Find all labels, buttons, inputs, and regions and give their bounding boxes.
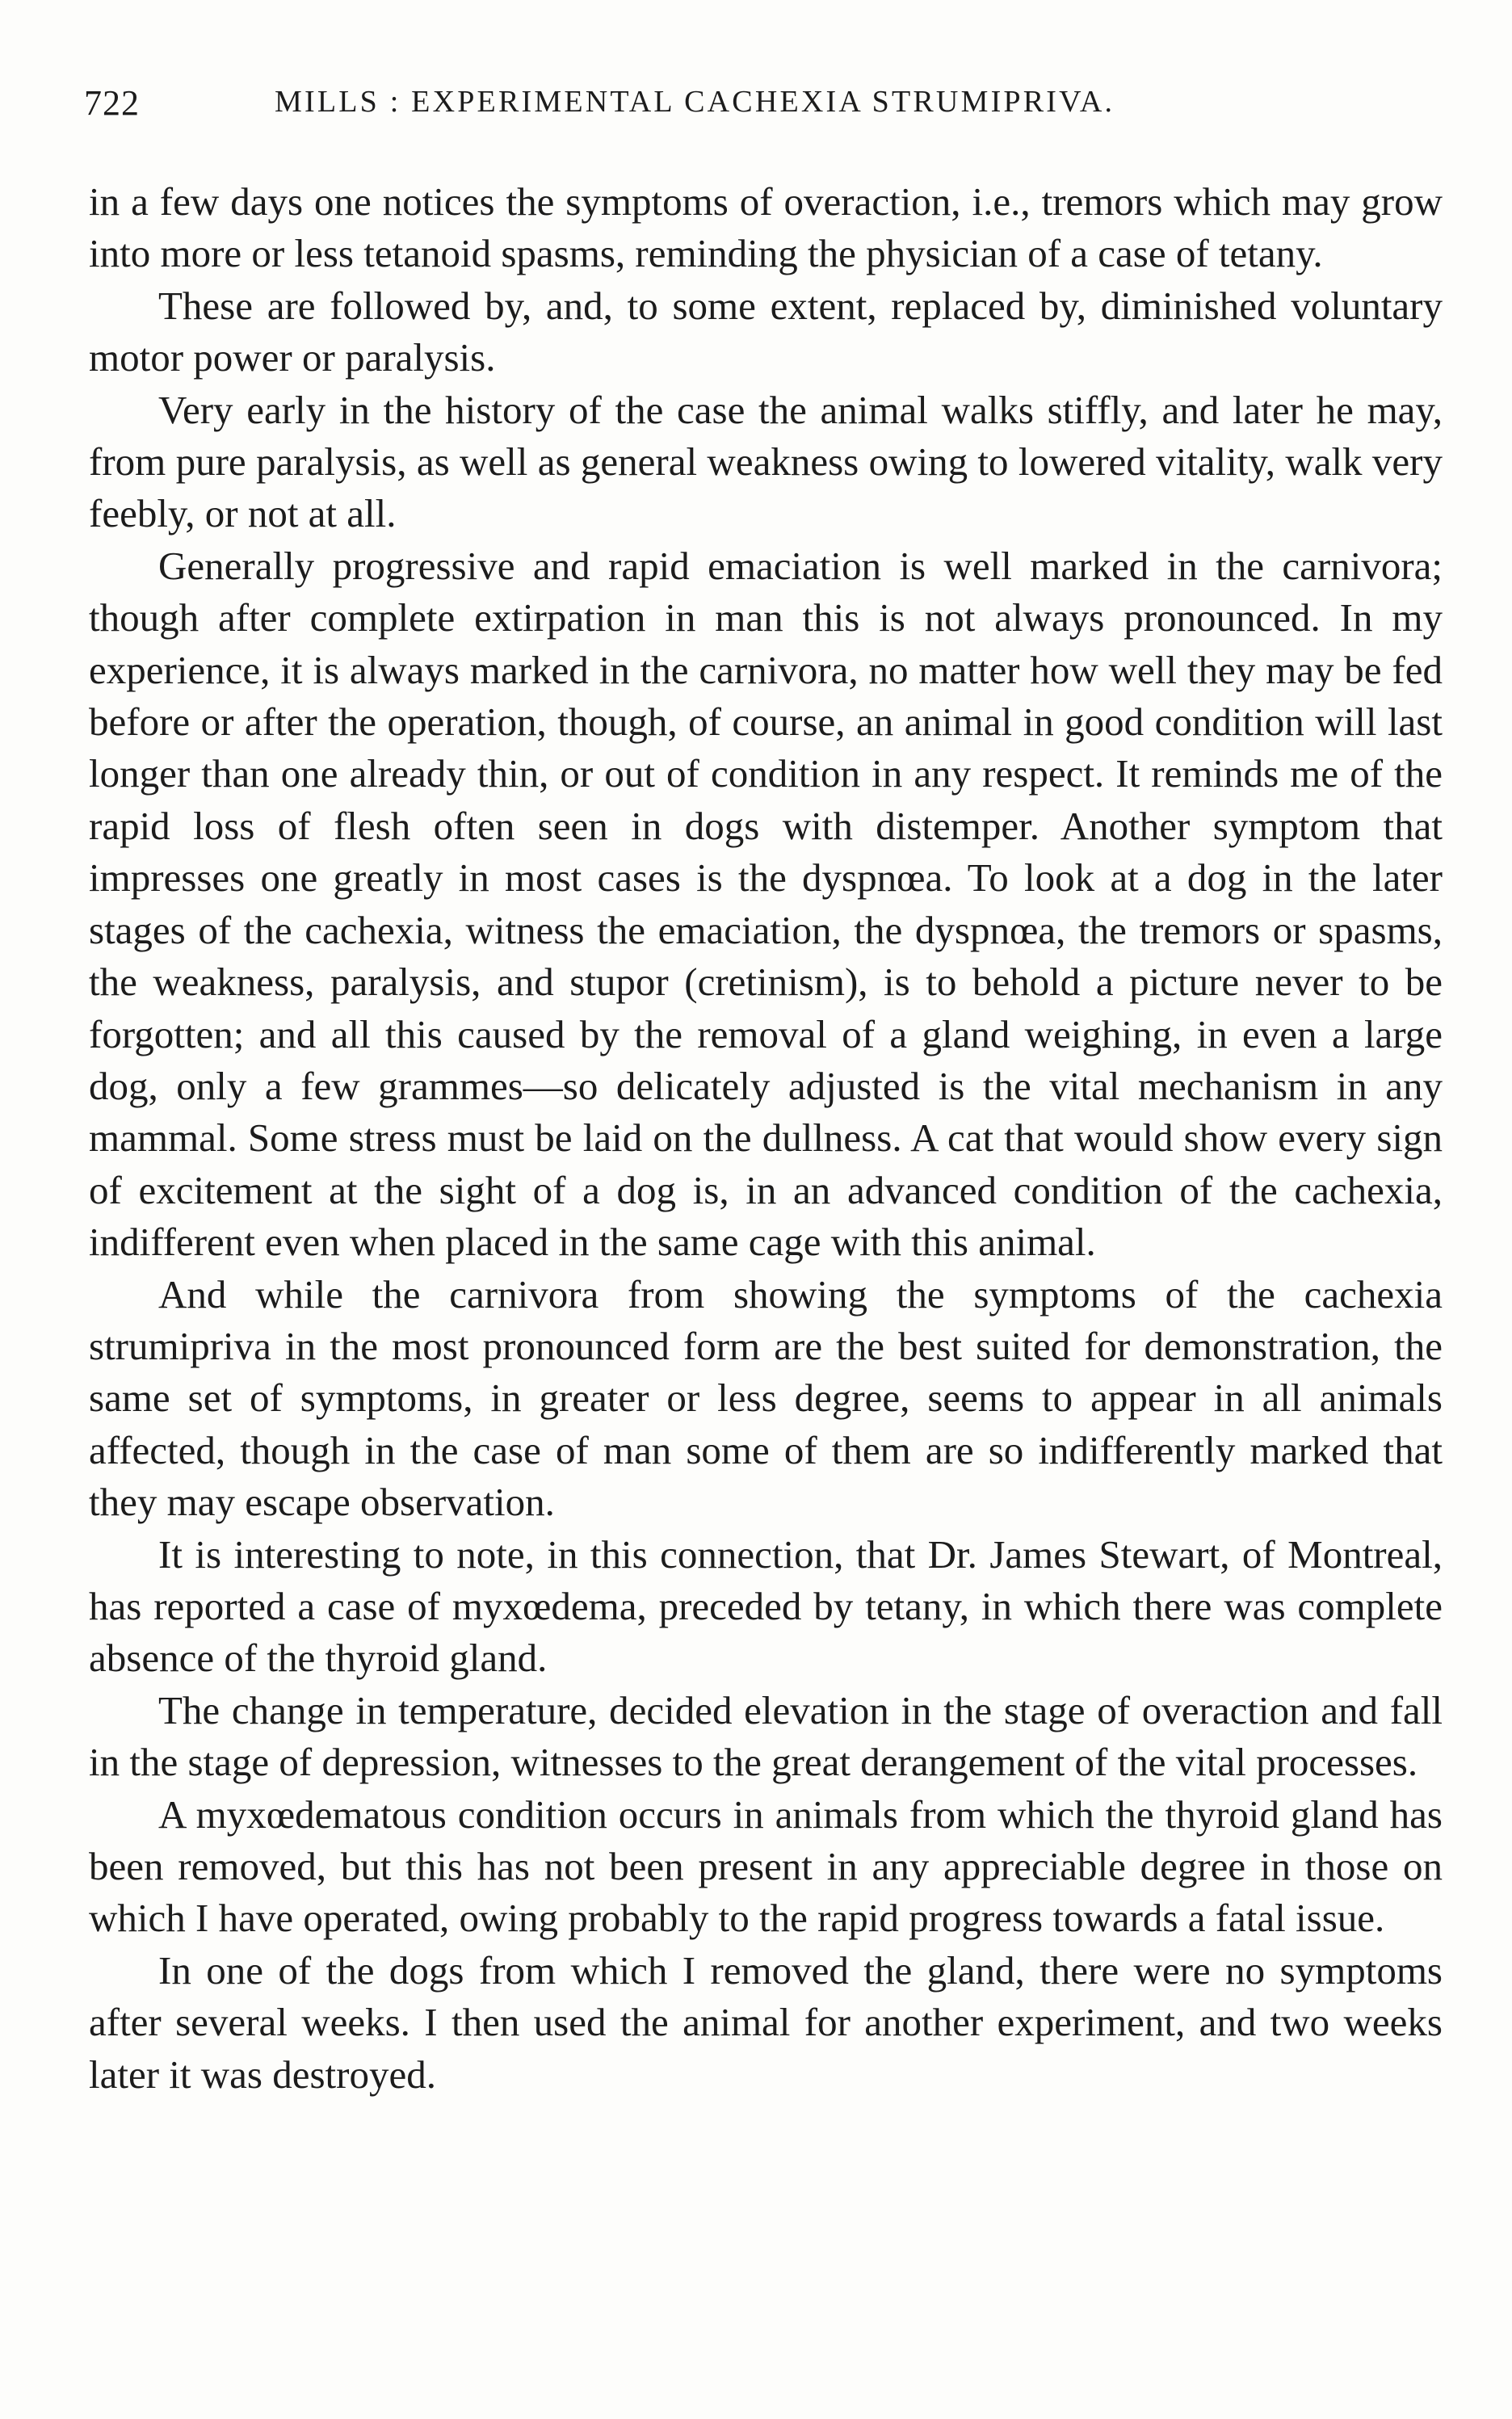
paragraph-myxoedema: A myxœdematous condition occurs in animals from which the thyroid gland has been removed, but this has not been present in any appreciable degree in those on which I have operated, owing probably to the rapid progress towards a fatal issue. [89,1791,1443,1941]
paragraph-emaciation: Generally progressive and rapid emaciation is well marked in the carnivora; though after complete extirpation in man this is not always pronounced. In my experience, it is always marked in the carnivora, no matter how well they may be fed before or after the operation, though, of course, an animal in good condition will last longer than one already thin, or out of condition in any respect. It reminds me of the rapid loss of flesh often seen in dogs with distemper. Another symptom that impresses one greatly in most cases is the dyspnœa. To look at a dog in the later stages of the cachexia, witness the emaciation, the dyspnœa, the tremors or spasms, the weakness, paralysis, and stupor (cretinism), is to behold a picture never to be forgotten; and all this caused by the removal of a gland weighing, in even a large dog, only a few grammes—so delicately adjusted is the vital mechanism in any mammal. Some stress must be laid on the dullness. A cat that would show every sign of excitement at the sight of a dog is, in an advanced condition of the cachexia, indifferent even when placed in the same cage with this animal. [89,543,1443,1265]
paragraph-dog-experiment: In one of the dogs from which I removed the gland, there were no symptoms after several weeks. I then used the animal for another experiment, and two weeks later it was destroyed. [89,1947,1443,2097]
paragraph-paralysis: These are followed by, and, to some extent, replaced by, diminished voluntary motor power or paralysis. [89,283,1443,380]
paragraph-temperature: The change in temperature, decided elevation in the stage of overaction and fall in the stage of depression, witnesses to the great derangement of the vital processes. [89,1687,1443,1785]
page-number: 722 [84,83,140,123]
body-text [89,176,1443,2101]
paragraph-carnivora: And while the carnivora from showing the symptoms of the cachexia strumipriva in the most pronounced form are the best suited for demonstration, the same set of symptoms, in greater or less degree, seems to appear in all animals affected, though in the case of man some of them are so indifferently marked that they may escape observation. [89,1271,1443,1525]
paragraph-stewart-case: It is interesting to note, in this connection, that Dr. James Stewart, of Montreal, has reported a case of myxœdema, preceded by tetany, in which there was complete absence of the thyroid gland. [89,1531,1443,1681]
running-head [84,82,1441,131]
running-title: MILLS : EXPERIMENTAL CACHEXIA STRUMIPRIVA. [275,85,1115,119]
paragraph-walking: Very early in the history of the case the animal walks stiffly, and later he may, from pure paralysis, as well as general weakness owing to lowered vitality, walk very feebly, or not at all. [89,387,1443,536]
paragraph-continued: in a few days one notices the symptoms of overaction, i.e., tremors which may grow into more or less tetanoid spasms, reminding the physician of a case of tetany. [89,179,1443,276]
